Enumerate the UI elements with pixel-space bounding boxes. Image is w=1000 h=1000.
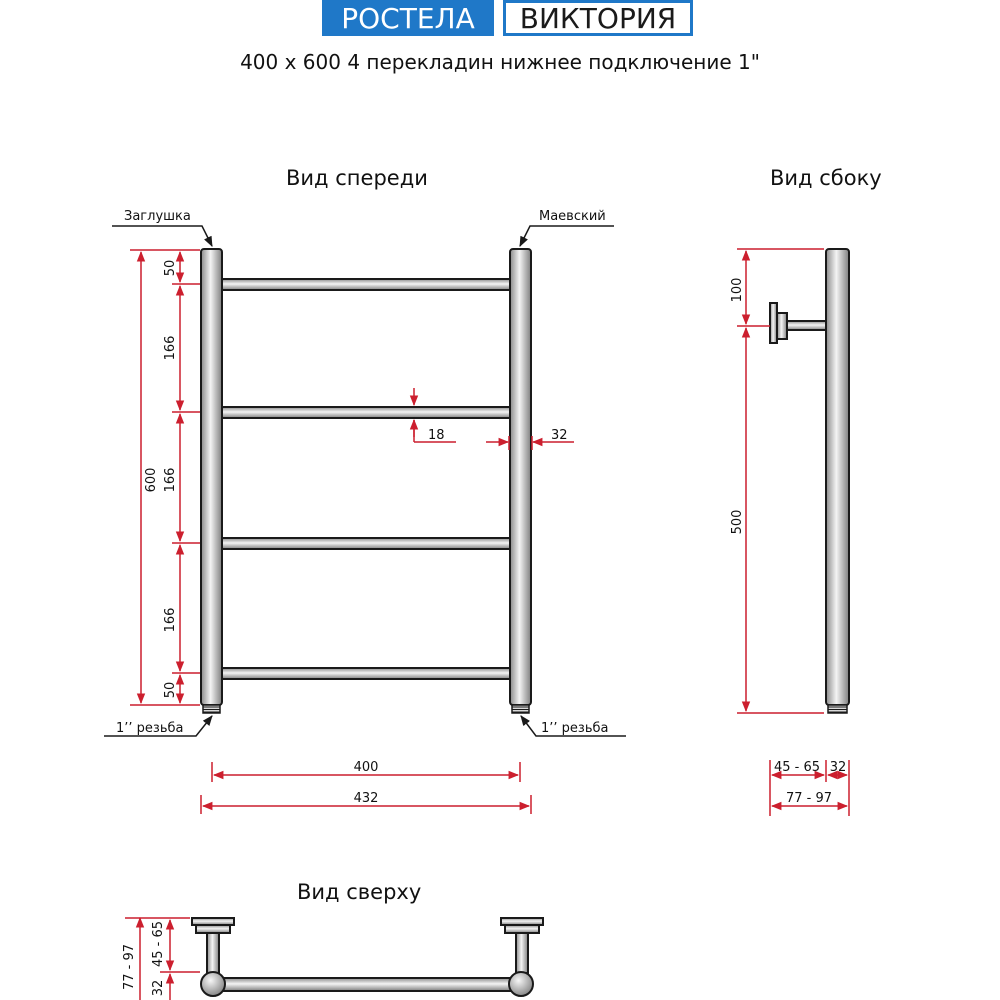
- side-view: [730, 249, 849, 816]
- left-thread-label: 1’’ резьба: [116, 721, 184, 736]
- product-subtitle: 400 x 600 4 перекладин нижнее подключение 1": [240, 50, 760, 74]
- dim-spacing-1-label: 166: [163, 335, 178, 361]
- right-pipe: [510, 249, 531, 705]
- dim-top-total-label: 77 - 97: [122, 943, 137, 991]
- top-view: [122, 918, 543, 1000]
- side-pipe: [826, 249, 849, 705]
- dim-432-label: 432: [353, 791, 379, 806]
- model-name: ВИКТОРИЯ: [519, 1, 677, 35]
- dim-side-pipe-label: 32: [829, 760, 847, 775]
- right-thread-callout: [521, 716, 626, 736]
- side-view-title: Вид сбоку: [770, 166, 882, 190]
- crossbar-4: [218, 668, 516, 679]
- front-view: [104, 209, 626, 814]
- dim-bottom-offset-label: 50: [163, 681, 178, 699]
- dim-rail-diameter-label: 18: [428, 428, 445, 443]
- right-thread-label: 1’’ резьба: [541, 721, 609, 736]
- crossbar-2: [218, 407, 516, 418]
- plug-callout: [112, 209, 212, 246]
- dim-spacing-3-label: 166: [163, 607, 178, 633]
- dim-500-label: 500: [730, 509, 745, 535]
- dim-400-label: 400: [353, 760, 379, 775]
- dim-spacing-2-label: 166: [163, 467, 178, 493]
- top-right-pipe-end: [509, 972, 533, 996]
- crossbar-3: [218, 538, 516, 549]
- dim-top-offset-label: 50: [163, 259, 178, 277]
- mayevsky-label: Маевский: [539, 209, 606, 224]
- dim-pipe-diameter-label: 32: [551, 428, 568, 443]
- side-thread: [828, 705, 847, 713]
- dim-100-label: 100: [730, 277, 745, 303]
- plug-label: Заглушка: [124, 209, 191, 224]
- left-thread: [203, 705, 220, 713]
- dim-top-wall-gap-label: 45 - 65: [151, 920, 166, 968]
- bracket-sleeve: [777, 313, 787, 339]
- dim-side-wall-gap-label: 45 - 65: [773, 760, 821, 775]
- brand-name: РОСТЕЛА: [341, 1, 475, 35]
- top-crossbar: [213, 978, 521, 991]
- left-thread-callout: [104, 716, 212, 736]
- front-view-title: Вид спереди: [286, 166, 428, 190]
- top-view-title: Вид сверху: [297, 880, 422, 904]
- bracket-rod: [787, 321, 826, 330]
- dim-side-total-label: 77 - 97: [785, 791, 833, 806]
- right-thread: [512, 705, 529, 713]
- dim-top-pipe-label: 32: [151, 979, 166, 997]
- dim-600-label: 600: [144, 467, 159, 493]
- mayevsky-callout: [520, 209, 614, 246]
- left-pipe: [201, 249, 222, 705]
- top-left-pipe-end: [201, 972, 225, 996]
- wall-flange: [770, 303, 777, 343]
- crossbar-1: [218, 279, 516, 290]
